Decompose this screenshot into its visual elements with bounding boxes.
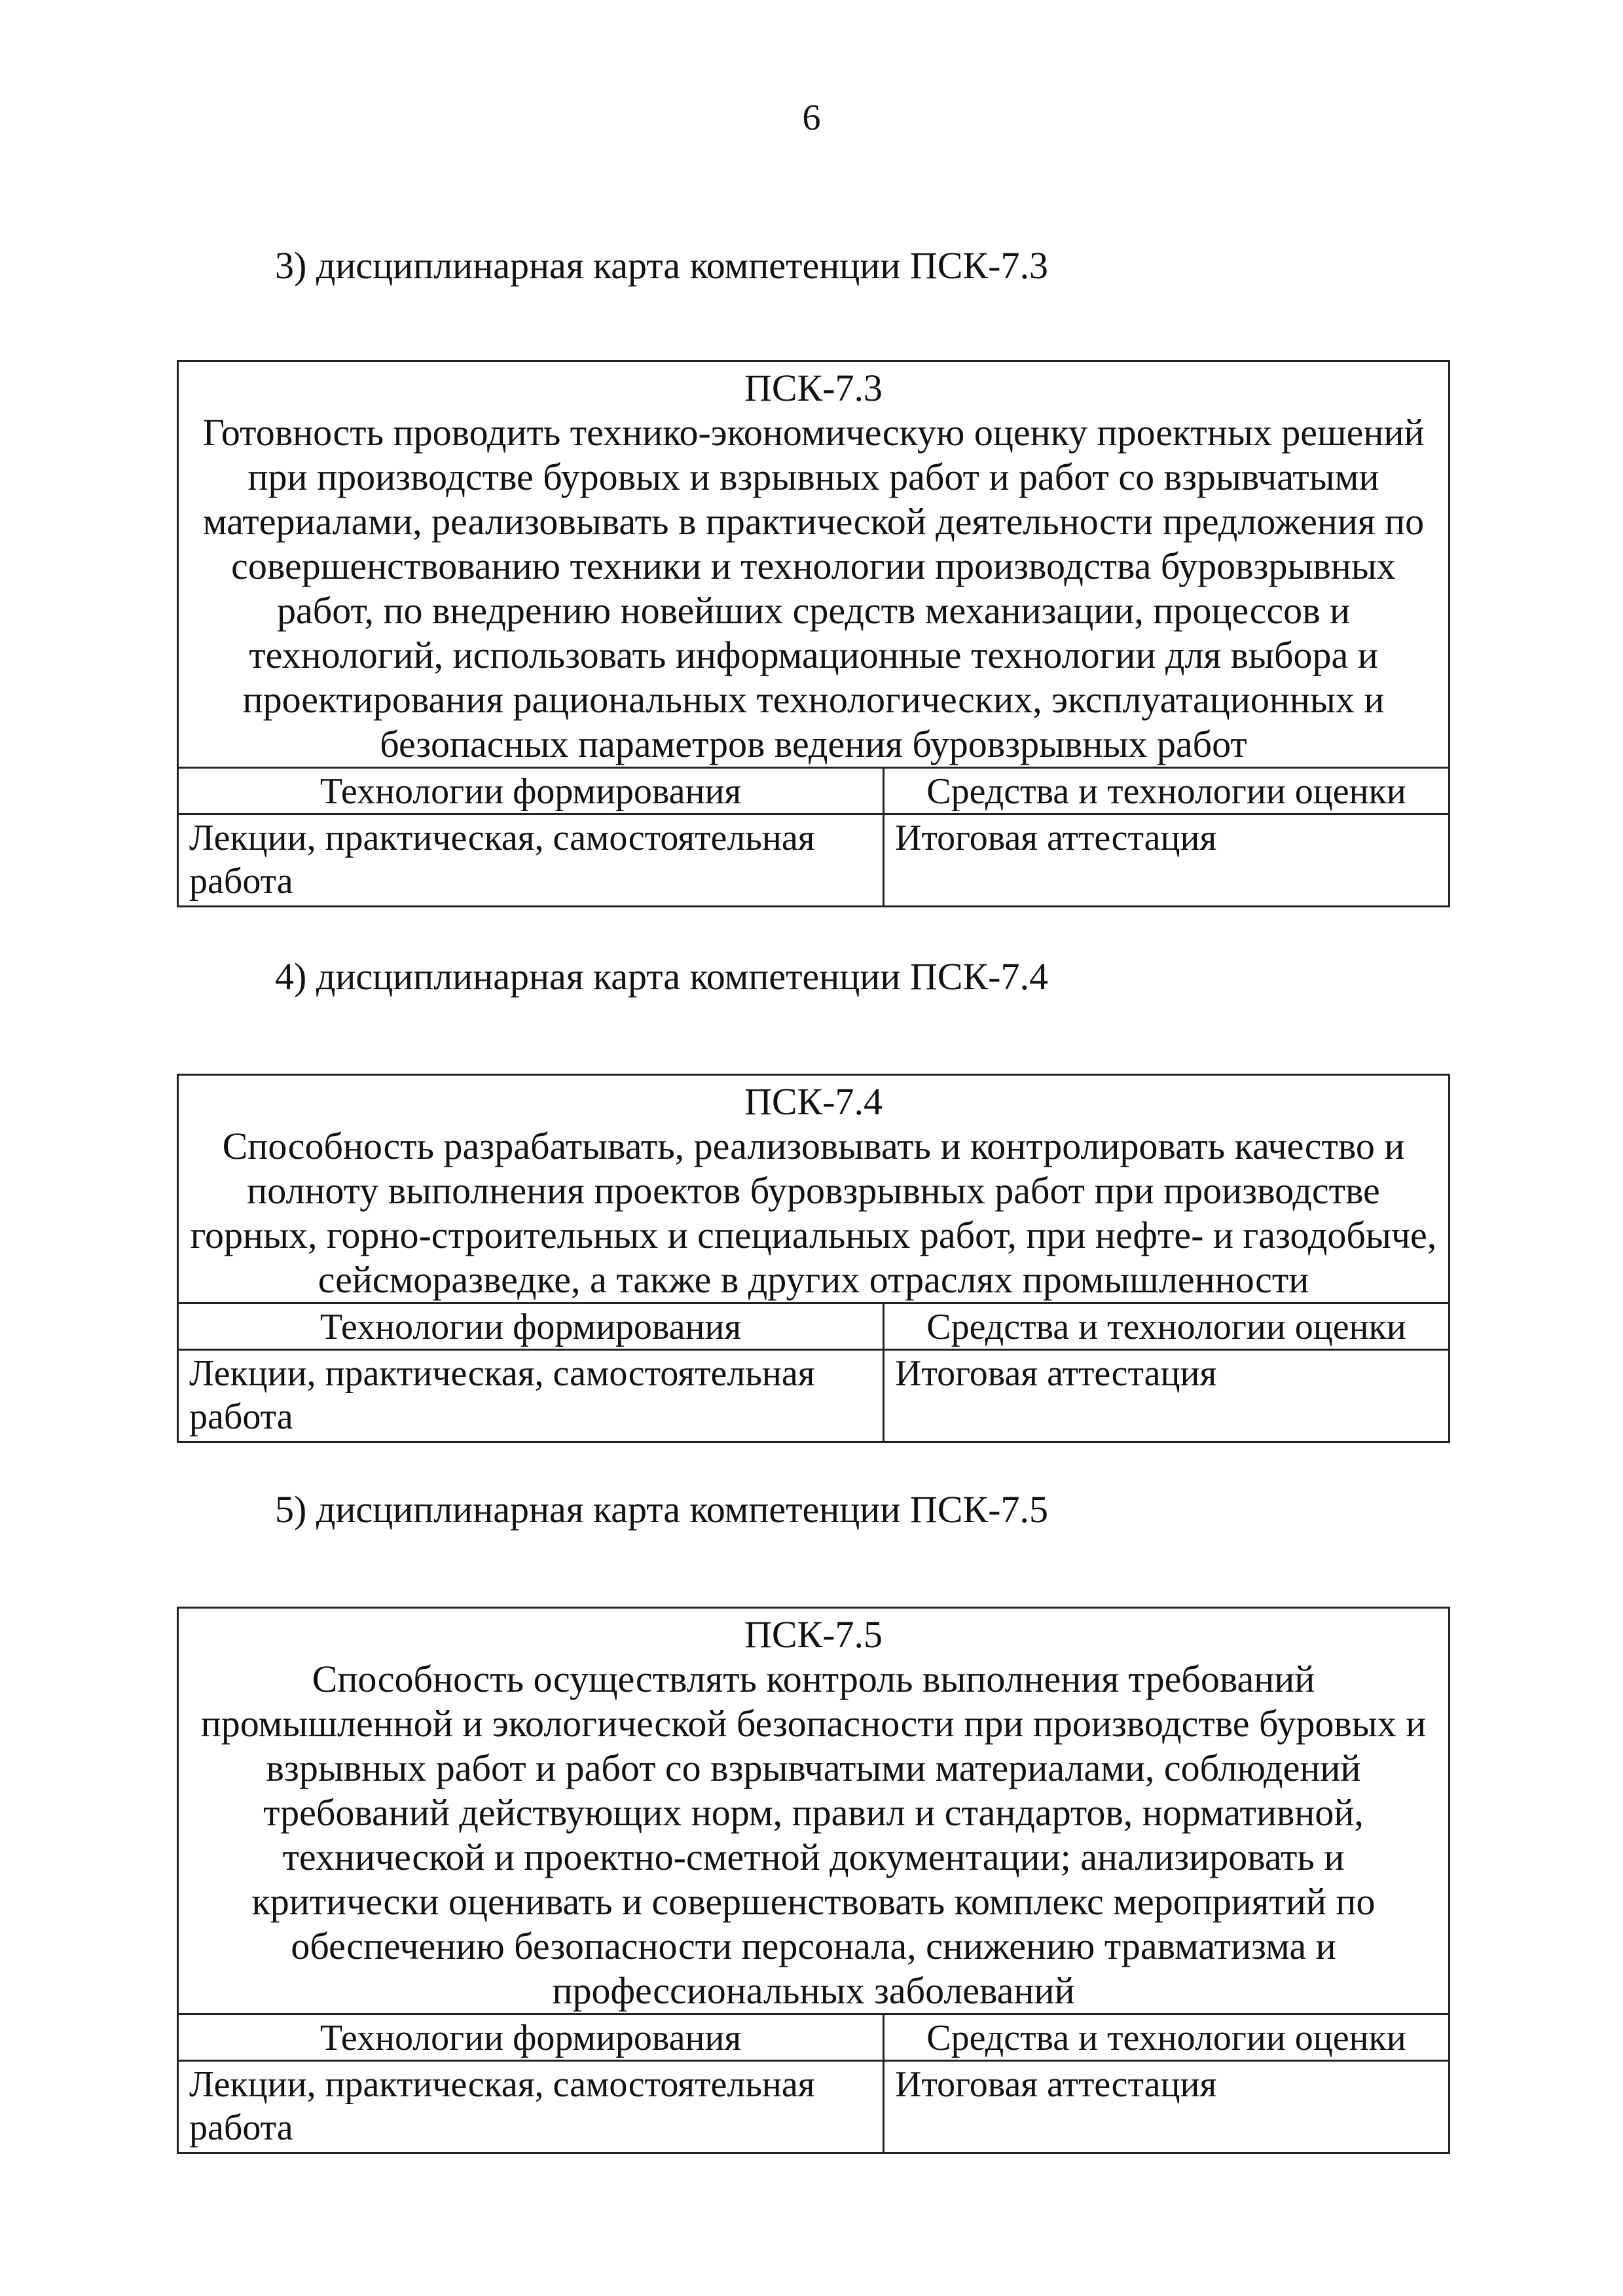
cell-formation: Лекции, практическая, самостоятельная работа (179, 1351, 884, 1441)
competency-card-psk-7-4 (177, 1074, 1450, 1443)
table-header-row (179, 769, 1448, 815)
card-header (179, 362, 1448, 769)
table-row (179, 1351, 1448, 1441)
section-heading-psk-7-4: 4) дисциплинарная карта компетенции ПСК-7.4 (275, 955, 1048, 998)
competency-description: Готовность проводить технико-экономическую оценку проектных решений при производстве буровых и взрывных работ и работ со взрывчатыми материалами, реализовывать в практической деятельности предложения по совершенствованию техники и технологии производства буровзрывных работ, по внедрению новейших средств механизации, процессов и технологий, использовать информационные технологии для выбора и проектирования рациональных технологических, эксплуатационных и безопасных параметров ведения буровзрывных работ (202, 411, 1425, 765)
competency-code: ПСК-7.4 (744, 1080, 883, 1123)
cell-assessment: Итоговая аттестация (895, 818, 1217, 858)
table-header-row (179, 2015, 1448, 2062)
card-header (179, 1076, 1448, 1304)
competency-description: Способность разрабатывать, реализовывать и контролировать качество и полноту выполнения проектов буровзрывных работ при производстве горных, горно-строительных и специальных работ, при нефте- и газодобыче, сейсморазведке, а также в других отраслях промышленности (190, 1125, 1437, 1301)
card-header (179, 1609, 1448, 2015)
competency-description: Способность осуществлять контроль выполнения требований промышленной и экологической безопасности при производстве буровых и взрывных работ и работ со взрывчатыми материалами, соблюдений требований действующих норм, правил и стандартов, нормативной, технической и проектно-сметной документации; анализировать и критически оценивать и совершенствовать комплекс мероприятий по обеспечению безопасности персонала, снижению травматизма и профессиональных заболеваний (200, 1658, 1427, 2012)
column-header-formation: Технологии формирования (179, 769, 884, 813)
competency-card-psk-7-5 (177, 1607, 1450, 2154)
column-header-assessment: Средства и технологии оценки (926, 2018, 1406, 2058)
column-header-assessment: Средства и технологии оценки (926, 771, 1406, 812)
page-number: 6 (802, 98, 821, 138)
cell-assessment: Итоговая аттестация (895, 1353, 1217, 1394)
competency-code: ПСК-7.5 (744, 1613, 883, 1656)
table-row (179, 2062, 1448, 2152)
competency-card-psk-7-3 (177, 360, 1450, 907)
table-row (179, 815, 1448, 905)
competency-code: ПСК-7.3 (744, 367, 883, 409)
cell-formation: Лекции, практическая, самостоятельная работа (179, 815, 884, 905)
table-header-row (179, 1304, 1448, 1351)
column-header-formation: Технологии формирования (179, 1304, 884, 1349)
column-header-assessment: Средства и технологии оценки (926, 1307, 1406, 1347)
cell-formation: Лекции, практическая, самостоятельная работа (179, 2062, 884, 2152)
section-heading-psk-7-5: 5) дисциплинарная карта компетенции ПСК-7.5 (275, 1488, 1048, 1531)
section-heading-psk-7-3: 3) дисциплинарная карта компетенции ПСК-7.3 (275, 244, 1048, 287)
column-header-formation: Технологии формирования (179, 2015, 884, 2060)
cell-assessment: Итоговая аттестация (895, 2064, 1217, 2105)
